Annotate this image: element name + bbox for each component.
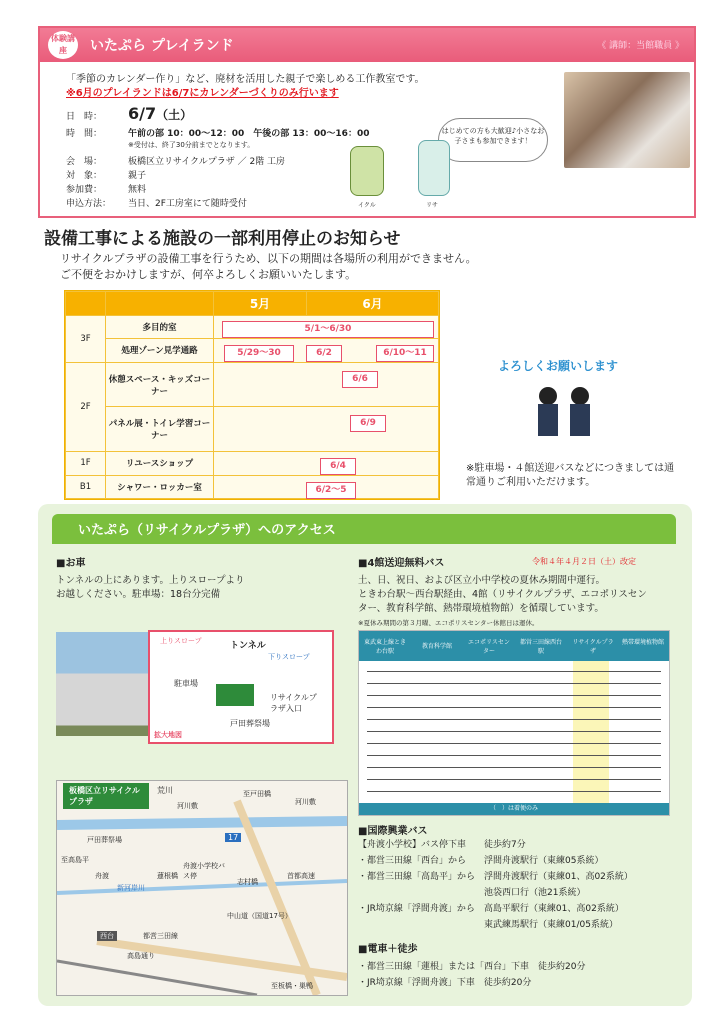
walk-line-0: ・都営三田線「蓮根」または「西台」下車 徒歩約20分 bbox=[358, 962, 586, 972]
period-cell bbox=[214, 316, 439, 339]
bus-text4: ※夏休み期間の第３月曜、エコポリスセンター休館日は運休。 bbox=[358, 619, 539, 627]
map-hasune: 蓮根橋 bbox=[157, 872, 178, 880]
event-title: いたぷら プレイランド bbox=[90, 38, 234, 54]
bus-text3: ター、教育科学館、熱帯環境植物館）を循環しています。 bbox=[358, 603, 604, 614]
notice-title: 設備工事による施設の一部利用停止のお知らせ bbox=[44, 229, 401, 249]
apply-label: 申込方法： bbox=[66, 199, 112, 209]
bus-timetable bbox=[358, 630, 670, 816]
map-takashima-dori: 高島通り bbox=[127, 952, 155, 960]
schedule-table bbox=[64, 290, 440, 500]
bus-row-line bbox=[367, 767, 661, 768]
map-tunnel: トンネル bbox=[230, 641, 266, 651]
car-heading: ■お車 bbox=[56, 558, 86, 569]
map-slope-up: 上りスロープ bbox=[160, 637, 202, 645]
map-toda-funeral: 戸田葬祭場 bbox=[87, 836, 122, 844]
month-may: 5月 bbox=[214, 292, 307, 316]
floor-1f: 1F bbox=[66, 452, 106, 475]
room-shower: シャワー・ロッカー室 bbox=[106, 475, 214, 498]
period-cell bbox=[214, 362, 439, 407]
map-itabashi: 至板橋・巣鴨 bbox=[271, 982, 313, 990]
event-note: ※6月のプレイランドは6/7にカレンダーづくりのみ行います bbox=[66, 88, 339, 99]
bus-table-footer: （ ）は着便のみ bbox=[359, 803, 669, 815]
bus-row-line bbox=[367, 671, 661, 672]
enlarged-map bbox=[148, 630, 334, 744]
bus-revised: 令和４年４月２日（土）改定 bbox=[532, 557, 636, 566]
bus-row-line bbox=[367, 683, 661, 684]
access-title: いたぷら（リサイクルプラザ）へのアクセス bbox=[78, 523, 336, 538]
bus-row-line bbox=[367, 755, 661, 756]
mascot1-label: イクル bbox=[358, 202, 376, 209]
floor-b1: B1 bbox=[66, 475, 106, 498]
floor-2f: 2F bbox=[66, 362, 106, 452]
event-box bbox=[38, 26, 696, 218]
map-expressway: 首都高速 bbox=[287, 872, 315, 880]
area-map bbox=[56, 780, 348, 996]
venue-value: 板橋区立リサイクルプラザ ／ 2階 工房 bbox=[128, 157, 286, 167]
date-day: （土） bbox=[156, 108, 193, 122]
kokusai-line-3: 池袋西口行（池21系統） bbox=[358, 888, 586, 898]
period-6-4: 6/4 bbox=[320, 458, 356, 475]
date-row bbox=[66, 104, 192, 123]
map-nishidai: 西台 bbox=[97, 931, 117, 941]
car-text2: お越しください。駐車場：18台分完備 bbox=[56, 589, 221, 600]
bus-col-plaza: リサイクルプラザ bbox=[572, 639, 614, 655]
badge-experience-course: 体験講座 bbox=[48, 31, 78, 59]
period-6-2: 6/2 bbox=[306, 345, 342, 362]
map-todabashi: 至戸田橋 bbox=[243, 790, 271, 798]
bus-rows bbox=[359, 631, 669, 817]
room-rest-kids: 休憩スペース・キッズコーナー bbox=[106, 362, 214, 407]
map-kasenjiki2: 河川敷 bbox=[295, 798, 316, 806]
kokusai-line-4: ・JR埼京線「浮間舟渡」から 高島平駅行（東練01、高02系統） bbox=[358, 904, 624, 914]
target-row bbox=[66, 168, 146, 181]
mascot-risa-icon bbox=[418, 140, 450, 196]
map-mita: 都営三田線 bbox=[143, 932, 178, 940]
greeting-text: よろしくお願いします bbox=[498, 359, 619, 373]
bus-col-tropical: 熱帯環境植物館 bbox=[621, 639, 664, 646]
route17-icon: 17 bbox=[225, 833, 241, 842]
area-map-roads bbox=[57, 781, 347, 995]
bus-col-nishidai: 都営三田線西台駅 bbox=[519, 639, 562, 655]
period-cell bbox=[214, 475, 439, 498]
map-arakawa: 荒川 bbox=[157, 786, 173, 795]
notice-line2: ご不便をおかけしますが、何卒よろしくお願いいたします。 bbox=[60, 268, 357, 281]
fee-row bbox=[66, 182, 146, 195]
period-cell bbox=[214, 452, 439, 475]
map-plaza-label: 板橋区立リサイクルプラザ bbox=[63, 783, 149, 809]
event-description: 「季節のカレンダー作り」など、廃材を活用した親子で楽しめる工作教室です。 bbox=[66, 74, 425, 85]
time-value: 午前の部 10：00〜12：00 午後の部 13：00〜16：00 bbox=[128, 129, 370, 139]
apply-value: 当日、2F工房室にて随時受付 bbox=[128, 199, 247, 209]
fee-label: 参加費： bbox=[66, 185, 103, 195]
map-plaza-block bbox=[216, 684, 254, 706]
bus-text1: 土、日、祝日、および区立小中学校の夏休み期間中運行。 bbox=[358, 575, 606, 586]
target-value: 親子 bbox=[128, 171, 147, 181]
map-shingashi: 新河岸川 bbox=[117, 884, 145, 892]
bus-heading: ■4館送迎無料バス bbox=[358, 558, 445, 569]
time-note: ※受付は、終了30分前までとなります。 bbox=[128, 141, 255, 149]
bus-row-line bbox=[367, 707, 661, 708]
map-parking: 駐車場 bbox=[174, 679, 198, 688]
kokusai-line-5: 東武練馬駅行（東練01/05系統） bbox=[358, 920, 618, 930]
event-photo bbox=[564, 72, 690, 168]
bus-col-science: 教育科学館 bbox=[421, 643, 452, 650]
period-6-6: 6/6 bbox=[342, 371, 378, 388]
mascot2-label: リサ bbox=[426, 202, 438, 209]
period-6-10-11: 6/10〜11 bbox=[376, 345, 434, 362]
venue-row bbox=[66, 154, 285, 167]
map-nakasendo: 中山道（国道17号） bbox=[227, 912, 292, 920]
month-june: 6月 bbox=[307, 292, 439, 316]
map-shimura: 志村橋 bbox=[237, 878, 258, 886]
map-enlarged-label: 拡大地図 bbox=[154, 731, 182, 739]
access-section bbox=[38, 504, 692, 1006]
bowing-staff-icon bbox=[530, 384, 600, 440]
building-photo bbox=[56, 632, 148, 736]
room-panel-toilet: パネル展・トイレ学習コーナー bbox=[106, 407, 214, 452]
period-6-9: 6/9 bbox=[350, 415, 386, 432]
date-label: 日 時： bbox=[66, 112, 103, 122]
map-slope-down: 下りスロープ bbox=[268, 653, 310, 661]
room-reuse-shop: リユースショップ bbox=[106, 452, 214, 475]
map-entrance: リサイクルプラザ入口 bbox=[270, 693, 317, 713]
target-label: 対 象： bbox=[66, 171, 103, 181]
speech-bubble: はじめての方も大歓迎♪小さなお子さまも参加できます！ bbox=[438, 118, 548, 162]
time-label: 時 間： bbox=[66, 129, 103, 139]
period-5-1-6-30: 5/1〜6/30 bbox=[222, 321, 434, 338]
bus-row-line bbox=[367, 779, 661, 780]
venue-label: 会 場： bbox=[66, 157, 103, 167]
period-cell bbox=[214, 407, 439, 452]
bus-row-line bbox=[367, 719, 661, 720]
map-funeral: 戸田葬祭場 bbox=[230, 719, 270, 728]
bus-col-tokiwadai: 東武東上線ときわ台駅 bbox=[363, 639, 406, 655]
period-cell bbox=[214, 339, 439, 362]
period-5-29-30: 5/29〜30 bbox=[224, 345, 294, 362]
header-blank bbox=[66, 292, 106, 316]
date-value: 6/7 bbox=[128, 104, 157, 123]
fee-value: 無料 bbox=[128, 185, 147, 195]
room-tour-path: 処理ゾーン見学通路 bbox=[106, 339, 214, 362]
time-row bbox=[66, 126, 369, 139]
mascot-ikuru-icon bbox=[350, 146, 384, 196]
kokusai-heading: ■国際興業バス bbox=[358, 826, 428, 837]
header-blank2 bbox=[106, 292, 214, 316]
period-6-2-5: 6/2〜5 bbox=[306, 482, 356, 499]
bus-row-line bbox=[367, 695, 661, 696]
walk-heading: ■電車＋徒歩 bbox=[358, 944, 418, 955]
event-lecturer: 《 講師：当館職員 》 bbox=[597, 41, 684, 51]
parking-note: ※駐車場・４館送迎バスなどにつきましては通常通りご利用いただけます。 bbox=[466, 463, 675, 488]
kokusai-line-2: ・都営三田線「高島平」から 浮間舟渡駅行（東練01、高02系統） bbox=[358, 872, 633, 882]
map-funado-school: 舟渡小学校バス停 bbox=[183, 862, 225, 880]
bus-col-ecopolis: エコポリスセンター bbox=[468, 639, 510, 655]
bus-row-line bbox=[367, 731, 661, 732]
bus-row-line bbox=[367, 791, 661, 792]
bus-row-line bbox=[367, 743, 661, 744]
apply-row bbox=[66, 196, 247, 209]
map-takashimadaira: 至高島平 bbox=[61, 856, 89, 864]
bus-text2: ときわ台駅〜西台駅経由、4館（リサイクルプラザ、エコポリスセン bbox=[358, 589, 647, 600]
floor-3f: 3F bbox=[66, 316, 106, 363]
map-kasenjiki: 河川敷 bbox=[177, 802, 198, 810]
car-text1: トンネルの上にあります。上りスロープより bbox=[56, 575, 245, 586]
kokusai-line-0: 【舟渡小学校】バス停下車 徒歩約7分 bbox=[358, 840, 526, 850]
kokusai-line-1: ・都営三田線「西台」から 浮間舟渡駅行（東練05系統） bbox=[358, 856, 604, 866]
event-header bbox=[40, 28, 694, 62]
walk-line-1: ・JR埼京線「浮間舟渡」下車 徒歩約20分 bbox=[358, 978, 532, 988]
map-funado: 舟渡 bbox=[95, 872, 109, 880]
notice-line1: リサイクルプラザの設備工事を行うため、以下の期間は各場所の利用ができません。 bbox=[60, 252, 477, 265]
room-multipurpose: 多目的室 bbox=[106, 316, 214, 339]
